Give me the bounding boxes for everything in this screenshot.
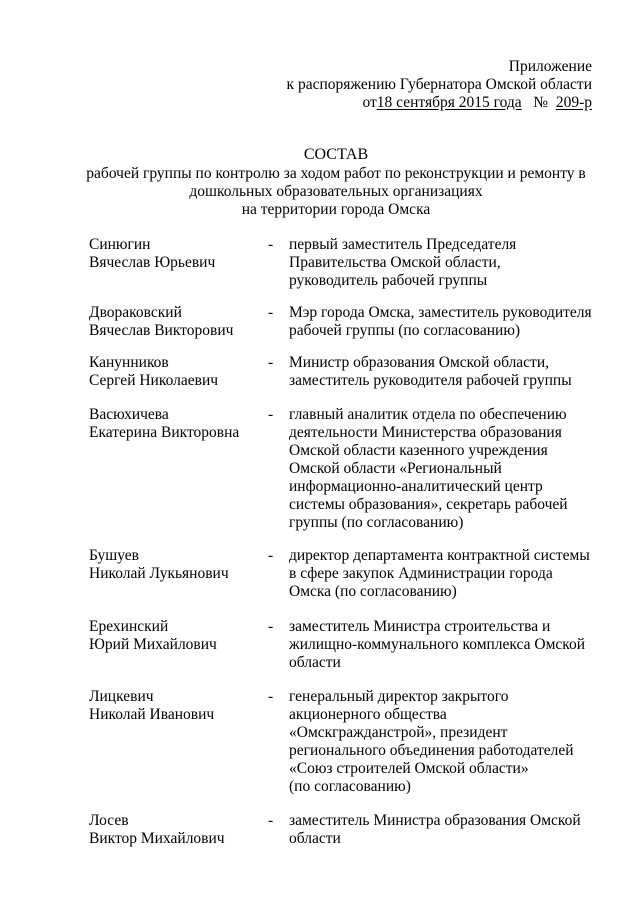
role-line: Министр образования Омской области, xyxy=(289,354,550,371)
role-line: Мэр города Омска, заместитель руководителя xyxy=(289,304,592,321)
member-surname: Ерехинский xyxy=(89,618,169,635)
title-line-3: на территории города Омска xyxy=(241,201,431,218)
role-line: «Омскгражданстрой», президент xyxy=(289,724,508,741)
separator-dash: - xyxy=(268,354,274,371)
member-role xyxy=(289,547,589,601)
member-given-name: Николай Лукьянович xyxy=(89,565,229,582)
order-reference: к распоряжению Губернатора Омской области xyxy=(286,76,592,93)
title-line-1: рабочей группы по контролю за ходом работ по реконструкции и ремонту в xyxy=(86,165,586,182)
member-name xyxy=(89,406,264,442)
member-surname: Бушуев xyxy=(89,547,139,564)
role-line: группы (по согласованию) xyxy=(289,514,464,531)
member-name xyxy=(89,547,264,583)
member-surname: Лосев xyxy=(89,812,129,829)
member-role xyxy=(289,618,589,672)
role-line: (по согласованию) xyxy=(289,778,411,795)
role-line: Правительства Омской области, xyxy=(289,254,501,271)
member-name xyxy=(89,354,264,390)
role-line: заместитель руководителя рабочей группы xyxy=(289,372,572,389)
role-line: Омска (по согласованию) xyxy=(289,583,457,600)
role-line: регионального объединения работодателей xyxy=(289,742,574,759)
role-line: области xyxy=(289,830,341,847)
role-line: «Союз строителей Омской области» xyxy=(289,760,529,777)
member-given-name: Вячеслав Юрьевич xyxy=(89,254,216,271)
role-line: Омской области казенного учреждения xyxy=(289,442,548,459)
role-line: деятельности Министерства образования xyxy=(289,424,562,441)
role-line: акционерного общества xyxy=(289,706,447,723)
member-name xyxy=(89,236,264,272)
appendix-header xyxy=(287,58,592,112)
role-line: заместитель Министра строительства и xyxy=(289,618,551,635)
member-role xyxy=(289,304,592,340)
member-given-name: Виктор Михайлович xyxy=(89,830,225,847)
member-surname: Двораковский xyxy=(89,304,182,321)
member-surname: Синюгин xyxy=(89,236,151,253)
separator-dash: - xyxy=(268,688,274,705)
role-line: в сфере закупок Администрации города xyxy=(289,565,553,582)
member-given-name: Екатерина Викторовна xyxy=(89,424,240,441)
member-surname: Васюхичева xyxy=(89,406,169,423)
separator-dash: - xyxy=(268,812,274,829)
order-date-line xyxy=(287,94,592,112)
member-role xyxy=(289,812,589,848)
member-given-name: Сергей Николаевич xyxy=(89,372,219,389)
member-name xyxy=(89,688,264,724)
member-name xyxy=(89,304,264,340)
member-role xyxy=(289,354,589,390)
role-line: Омской области «Региональный xyxy=(289,460,502,477)
member-name xyxy=(89,812,264,848)
member-name xyxy=(89,618,264,654)
role-line: руководитель рабочей группы xyxy=(289,272,488,289)
member-surname: Канунников xyxy=(89,354,169,371)
document-title xyxy=(0,146,640,219)
member-given-name: Николай Иванович xyxy=(89,706,215,723)
role-line: первый заместитель Председателя xyxy=(289,236,517,253)
order-number: 209-р xyxy=(555,94,592,111)
role-line: информационно-аналитический центр xyxy=(289,478,543,495)
member-role xyxy=(289,406,589,532)
role-line: области xyxy=(289,654,341,671)
separator-dash: - xyxy=(268,547,274,564)
number-sign: № xyxy=(533,94,549,111)
separator-dash: - xyxy=(268,406,274,423)
separator-dash: - xyxy=(268,236,274,253)
appendix-label: Приложение xyxy=(508,58,592,75)
title-main: СОСТАВ xyxy=(303,146,369,163)
member-role xyxy=(289,688,589,796)
role-line: генеральный директор закрытого xyxy=(289,688,509,705)
member-given-name: Юрий Михайлович xyxy=(89,636,217,653)
role-line: директор департамента контрактной системы xyxy=(289,547,590,564)
date-prefix: от xyxy=(362,94,377,111)
role-line: жилищно-коммунального комплекса Омской xyxy=(289,636,586,653)
separator-dash: - xyxy=(268,618,274,635)
order-date: 18 сентября 2015 года xyxy=(376,94,522,111)
role-line: рабочей группы (по согласованию) xyxy=(289,322,521,339)
separator-dash: - xyxy=(268,304,274,321)
member-role xyxy=(289,236,589,290)
role-line: системы образования», секретарь рабочей xyxy=(289,496,568,513)
role-line: главный аналитик отдела по обеспечению xyxy=(289,406,567,423)
member-surname: Лицкевич xyxy=(89,688,154,705)
title-line-2: дошкольных образовательных организациях xyxy=(189,183,483,200)
role-line: заместитель Министра образования Омской xyxy=(289,812,581,829)
member-given-name: Вячеслав Викторович xyxy=(89,322,234,339)
